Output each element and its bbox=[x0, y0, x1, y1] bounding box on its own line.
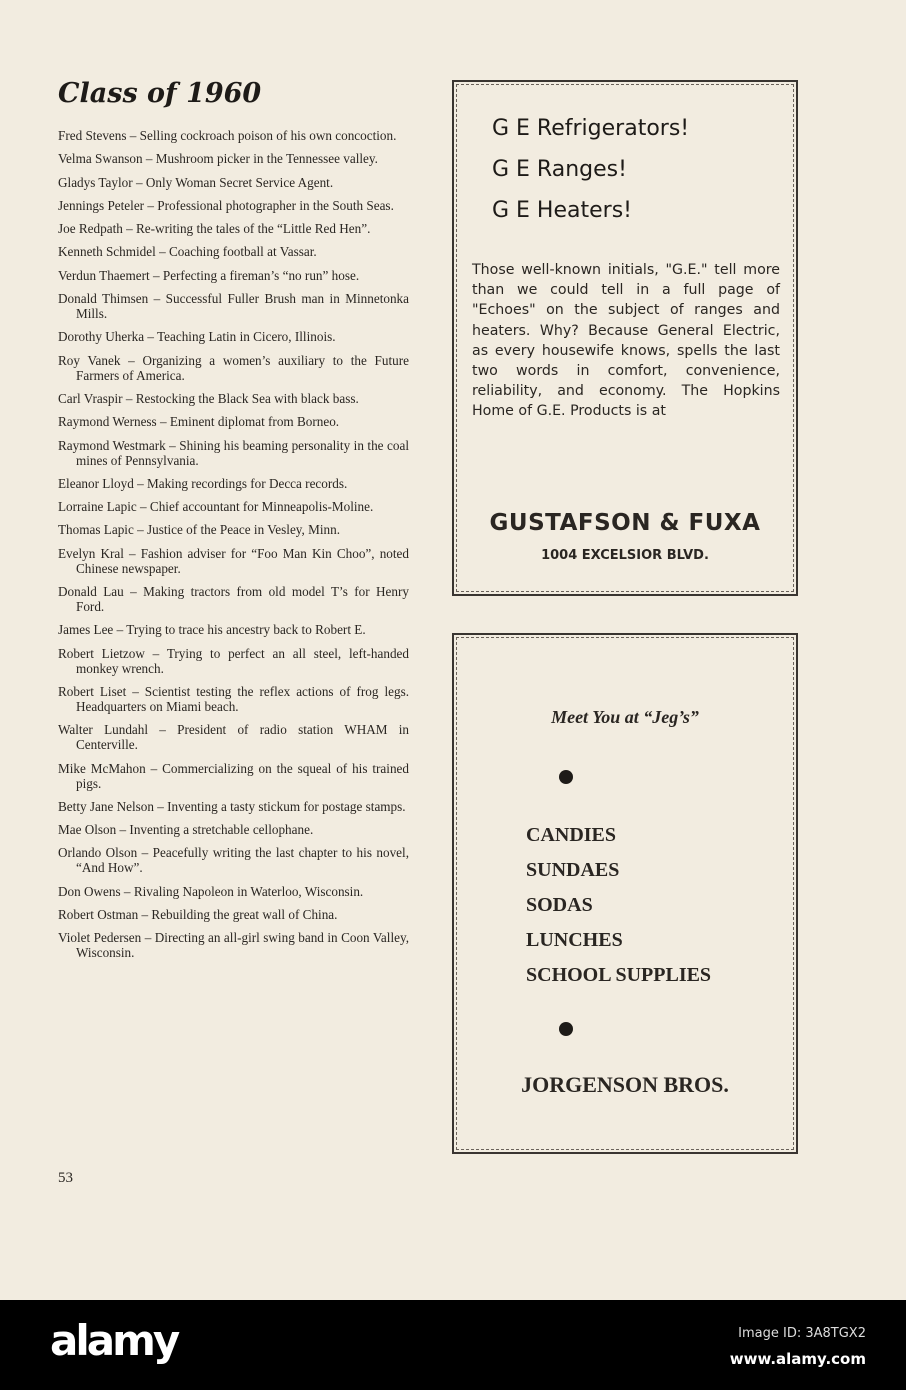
ge-business-name: GUSTAFSON & FUXA bbox=[489, 510, 761, 536]
ge-advertisement bbox=[452, 80, 798, 596]
list-item: Robert Liset – Scientist testing the reflex actions of frog legs. Headquarters on Miami beach. bbox=[58, 683, 409, 714]
list-item: Walter Lundahl – President of radio station WHAM in Centerville. bbox=[58, 722, 409, 753]
list-item: Mae Olson – Inventing a stretchable cellophane. bbox=[58, 822, 314, 838]
list-item: Kenneth Schmidel – Coaching football at Vassar. bbox=[58, 244, 317, 260]
list-item: Fred Stevens – Selling cockroach poison of his own concoction. bbox=[58, 128, 397, 143]
list-item: Donald Thimsen – Successful Fuller Brush man in Minnetonka Mills. bbox=[58, 291, 409, 322]
bullet-dot-icon bbox=[559, 770, 573, 784]
jegs-business-name: JORGENSON BROS. bbox=[521, 1072, 729, 1097]
watermark-banner bbox=[0, 1300, 906, 1390]
ge-headline: G E Heaters! bbox=[492, 198, 632, 223]
list-item: Roy Vanek – Organizing a women’s auxiliary to the Future Farmers of America. bbox=[58, 352, 409, 383]
list-item: Betty Jane Nelson – Inventing a tasty stickum for postage stamps. bbox=[58, 798, 406, 814]
list-item: James Lee – Trying to trace his ancestry back to Robert E. bbox=[58, 622, 366, 638]
jegs-headline: Meet You at “Jeg’s” bbox=[551, 707, 699, 727]
list-item: Robert Ostman – Rebuilding the great wall of China. bbox=[58, 907, 338, 923]
watermark-url: www.alamy.com bbox=[729, 1350, 866, 1368]
jegs-advertisement bbox=[452, 633, 798, 1154]
list-item: Lorraine Lapic – Chief accountant for Minneapolis-Moline. bbox=[58, 499, 374, 515]
jegs-item: SODAS bbox=[526, 894, 593, 916]
list-item: Thomas Lapic – Justice of the Peace in Vesley, Minn. bbox=[58, 522, 340, 538]
image-id: Image ID: 3A8TGX2 bbox=[738, 1326, 866, 1341]
bullet-dot-icon bbox=[559, 1022, 573, 1036]
list-item: Orlando Olson – Peacefully writing the last chapter to his novel, “And How”. bbox=[58, 845, 409, 876]
prediction-list bbox=[58, 128, 409, 969]
jegs-item: SUNDAES bbox=[526, 859, 620, 881]
list-item: Velma Swanson – Mushroom picker in the Tennessee valley. bbox=[58, 151, 378, 167]
list-item: Verdun Thaemert – Perfecting a fireman’s “no run” hose. bbox=[58, 267, 360, 283]
list-item: Raymond Werness – Eminent diplomat from Borneo. bbox=[58, 414, 340, 430]
list-item: Raymond Westmark – Shining his beaming personality in the coal mines of Pennsylvania. bbox=[58, 437, 409, 468]
jegs-item: LUNCHES bbox=[526, 929, 623, 951]
ge-headline: G E Ranges! bbox=[492, 157, 627, 182]
list-item: Robert Lietzow – Trying to perfect an all steel, left-handed monkey wrench. bbox=[58, 645, 409, 676]
list-item: Mike McMahon – Commercializing on the squeal of his trained pigs. bbox=[58, 760, 409, 791]
jegs-item: SCHOOL SUPPLIES bbox=[526, 964, 712, 986]
page-number: 53 bbox=[58, 1170, 73, 1186]
ge-headlines bbox=[492, 108, 689, 231]
list-item: Gladys Taylor – Only Woman Secret Service Agent. bbox=[58, 174, 334, 190]
list-item: Jennings Peteler – Professional photographer in the South Seas. bbox=[58, 197, 394, 213]
list-item: Eleanor Lloyd – Making recordings for Decca records. bbox=[58, 475, 348, 491]
list-item: Evelyn Kral – Fashion adviser for “Foo Man Kin Choo”, noted Chinese newspaper. bbox=[58, 545, 409, 576]
alamy-logo: alamy bbox=[50, 1316, 178, 1365]
jegs-item: CANDIES bbox=[526, 824, 617, 846]
list-item: Donald Lau – Making tractors from old model T’s for Henry Ford. bbox=[58, 584, 409, 615]
ge-body-text: Those well-known initials, "G.E." tell more than we could tell in a full page of "Echoes" on the subject of ranges and heaters. Why? Because General Electric, as every housewife knows, spells the last two words in comfort, convenience, reliability, and economy. The Hopkins Home of G.E. Products is at bbox=[472, 262, 780, 420]
jegs-items bbox=[526, 818, 711, 993]
list-item: Don Owens – Rivaling Napoleon in Waterloo, Wisconsin. bbox=[58, 883, 364, 899]
ge-address: 1004 EXCELSIOR BLVD. bbox=[541, 548, 709, 563]
list-item: Dorothy Uherka – Teaching Latin in Cicero, Illinois. bbox=[58, 329, 336, 345]
list-item: Carl Vraspir – Restocking the Black Sea with black bass. bbox=[58, 390, 359, 406]
list-item: Violet Pedersen – Directing an all-girl swing band in Coon Valley, Wisconsin. bbox=[58, 930, 409, 961]
page-title: Class of 1960 bbox=[58, 78, 262, 109]
list-item: Joe Redpath – Re-writing the tales of the “Little Red Hen”. bbox=[58, 221, 371, 237]
ge-headline: G E Refrigerators! bbox=[492, 116, 690, 141]
